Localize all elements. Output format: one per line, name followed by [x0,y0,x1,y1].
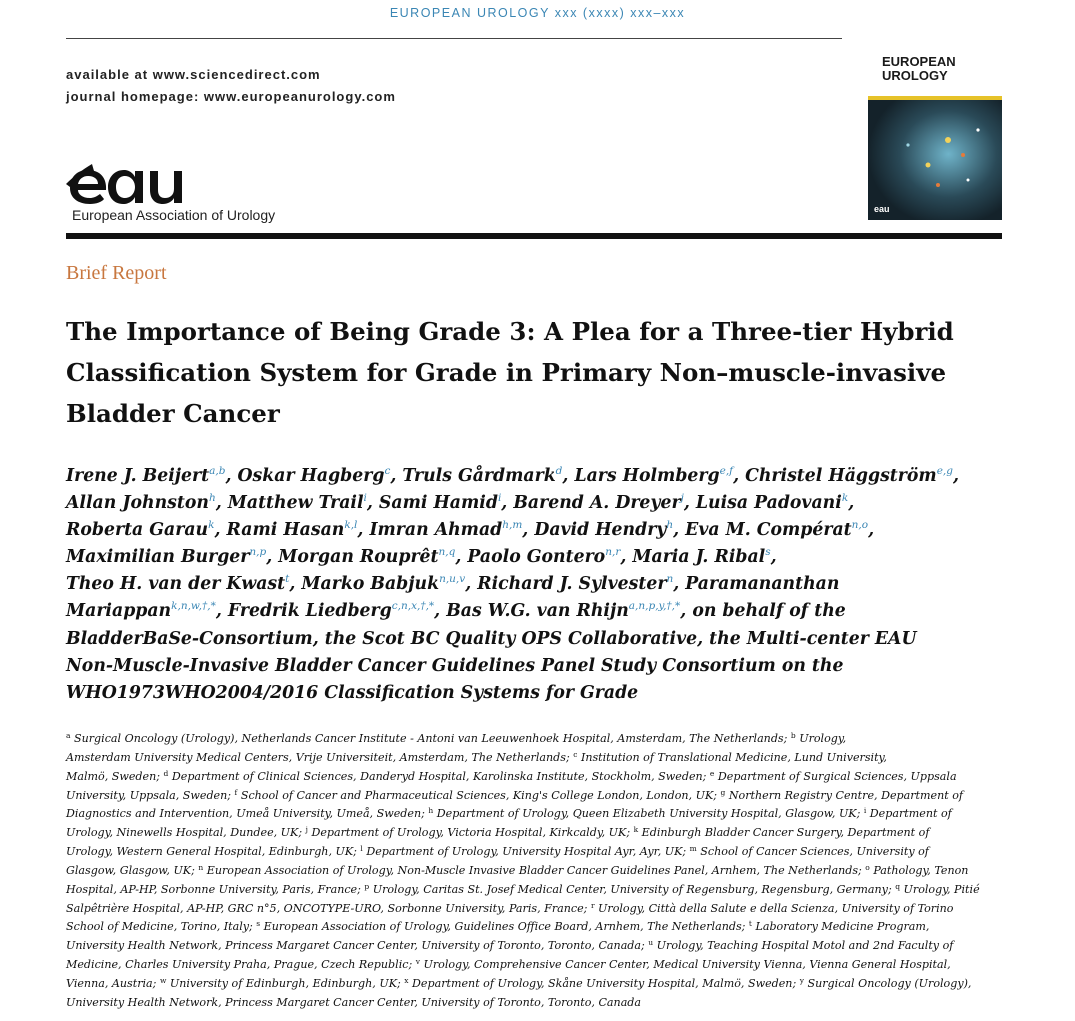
affiliation-line [66,730,1006,749]
author-name: , [848,493,855,514]
author-name: Theo H. van der Kwast [66,574,286,595]
affiliation-text: Urology, Western General Hospital, Edinburgh, UK; [66,845,361,859]
affiliation-marker[interactable]: d [163,768,169,778]
affiliation-line [66,749,1006,768]
affiliation-list [66,730,1006,1013]
affiliation-text: Department of [866,807,952,821]
affiliation-ref[interactable]: j [680,492,684,505]
affiliation-marker[interactable]: x [404,975,409,985]
author-line [66,571,1006,598]
author-line [66,653,1006,680]
affiliation-text: European Association of Urology, Non-Muscle Invasive Bladder Cancer Guidelines Panel, Arnhem, The Netherlands; [203,863,866,877]
author-name: , Eva M. Compérat [673,520,852,541]
author-line [66,463,1006,490]
affiliation-text: University, Uppsala, Sweden; [66,788,235,802]
affiliation-text: Hospital, AP-HP, Sorbonne University, Paris, France; [66,882,365,896]
affiliation-line [66,900,1006,919]
author-name: Allan Johnston [66,493,209,514]
author-name: , Marko Babjuk [289,574,440,595]
affiliation-text: Northern Registry Centre, Department of [725,788,963,802]
author-name: , Paolo Gontero [455,547,606,568]
affiliation-ref[interactable]: e,g [936,465,953,477]
affiliation-marker[interactable]: s [256,919,261,929]
affiliation-line [66,768,1006,787]
affiliation-ref[interactable]: c [384,465,391,477]
affiliation-text: Urology, Ninewells Hospital, Dundee, UK; [66,826,306,840]
author-name: , Rami Hasan [214,520,345,541]
affiliation-text: Glasgow, Glasgow, UK; [66,863,199,877]
author-name: Mariappan [66,601,172,622]
author-name: , Bas W.G. van Rhijn [434,601,629,622]
author-name: WHO1973WHO2004/2016 Classification Systems for Grade [66,682,639,703]
author-name: Non-Muscle-Invasive Bladder Cancer Guidelines Panel Study Consortium on the [66,655,844,676]
affiliation-marker[interactable]: a [66,731,71,740]
affiliation-text: University Health Network, Princess Margaret Cancer Center, University of Toronto, Toronto, Canada [66,995,642,1009]
journal-links [66,64,396,108]
affiliation-line [66,881,1006,900]
affiliation-text: Department of Urology, Queen Elizabeth University Hospital, Glasgow, UK; [433,807,864,821]
article-title: The Importance of Being Grade 3: A Plea for a Three-tier Hybrid Classification System for Grade in Primary Non–muscle-invasive Bladder Cancer [66,317,954,428]
journal-homepage-link[interactable]: journal homepage: www.europeanurology.com [66,89,396,104]
affiliation-ref[interactable]: n,u,v [439,573,466,586]
cover-image [868,100,1002,220]
affiliation-line [66,918,1006,937]
affiliation-text: School of Cancer Sciences, University of [696,845,929,859]
affiliation-marker[interactable]: r [590,900,595,910]
affiliation-text: School of Cancer and Pharmaceutical Sciences, King's College London, London, UK; [237,788,721,802]
affiliation-text: Salpêtrière Hospital, AP-HP, GRC n°5, ONCOTYPE-URO, Sorbonne University, Paris, France; [66,901,591,915]
affiliation-text: Urology, Pitié [900,882,980,896]
author-name: , Richard J. Sylvester [465,574,667,595]
affiliation-marker[interactable]: v [415,957,420,967]
affiliation-text: Institution of Translational Medicine, Lund University, [577,750,887,764]
author-name: Irene J. Beijert [66,466,210,486]
affiliation-ref[interactable]: h [208,492,216,505]
affiliation-text: University of Edinburgh, Edinburgh, UK; [166,976,405,990]
affiliation-ref[interactable]: n,q [438,546,456,559]
affiliation-marker[interactable]: i [863,806,867,816]
article-type: Brief Report [66,262,167,284]
affiliation-marker[interactable]: m [689,844,697,854]
cover-logo: eau [874,204,890,214]
author-name: , [952,466,960,486]
affiliation-marker[interactable]: q [895,881,901,891]
affiliation-line [66,843,1006,862]
affiliation-text: Department of Surgical Sciences, Uppsala [714,769,957,783]
affiliation-text: Amsterdam University Medical Centers, Vrije Universiteit, Amsterdam, The Netherlands; [66,750,574,764]
author-list [66,463,1006,707]
affiliation-text: European Association of Urology, Guidelines Office Board, Arnhem, The Netherlands; [260,920,749,934]
author-name: Maximilian Burger [66,547,250,568]
author-line [66,490,1006,517]
affiliation-ref[interactable]: a,n,p,y,†,* [628,600,681,613]
sciencedirect-link[interactable]: available at www.sciencedirect.com [66,67,321,82]
author-name: , Christel Häggström [733,466,937,486]
affiliation-text: Surgical Oncology (Urology), Netherlands Cancer Institute - Antoni van Leeuwenhoek Hospital, Amsterdam, The Netherlands; [70,732,791,745]
author-line [66,598,1006,625]
author-line [66,626,1006,653]
association-name: European Association of Urology [72,207,276,223]
affiliation-text: Surgical Oncology (Urology), [803,976,972,990]
affiliation-text: Department of Urology, Skåne University Hospital, Malmö, Sweden; [408,976,800,990]
cover-title: EUROPEAN UROLOGY [882,54,956,83]
affiliation-line [66,862,1006,881]
affiliation-ref[interactable]: k [208,519,215,532]
affiliation-marker[interactable]: p [364,881,370,891]
author-name: , Barend A. Dreyer [501,493,681,514]
affiliation-text: Department of Urology, University Hospital Ayr, Ayr, UK; [362,845,690,859]
affiliation-line [66,975,1006,994]
affiliation-ref[interactable]: n [666,573,674,586]
author-name: , [868,520,875,541]
affiliation-text: Pathology, Tenon [869,863,969,877]
affiliation-text: Medicine, Charles University Praha, Prague, Czech Republic; [66,958,416,972]
affiliation-marker[interactable]: f [234,787,238,797]
header-rule [66,233,1002,239]
journal-cover[interactable] [868,50,1002,220]
affiliation-marker[interactable]: n [198,862,204,872]
affiliation-ref[interactable]: e,f [719,465,734,477]
affiliation-line [66,787,1006,806]
author-name: , Lars Holmberg [562,466,720,486]
affiliation-text: University Health Network, Princess Margaret Cancer Center, University of Toronto, Toronto, Canada; [66,939,649,953]
affiliation-marker[interactable]: h [428,806,434,816]
affiliation-text: Vienna, Austria; [66,976,160,990]
affiliation-ref[interactable]: h,m [502,519,523,532]
affiliation-ref[interactable]: k [841,492,849,505]
affiliation-marker[interactable]: b [790,731,796,740]
affiliation-ref[interactable]: n,o [851,519,869,532]
affiliation-text: Laboratory Medicine Program, [751,920,930,934]
affiliation-text: Urology, Comprehensive Cancer Center, Medical University Vienna, Vienna General Hospital, [419,958,951,972]
affiliation-text: Urology, Caritas St. Josef Medical Center, University of Regensburg, Regensburg, Germany; [369,882,896,896]
affiliation-ref[interactable]: k,l [344,519,358,532]
author-line [66,680,1006,707]
affiliation-ref[interactable]: i [363,492,367,505]
affiliation-line [66,805,1006,824]
affiliation-ref[interactable]: s [765,546,771,559]
affiliation-marker[interactable]: u [648,938,654,948]
author-line [66,517,1006,544]
affiliation-marker[interactable]: e [709,768,715,778]
author-name: , Fredrik Liedberg [215,601,392,622]
running-head: EUROPEAN UROLOGY xxx (xxxx) xxx–xxx [389,6,686,20]
affiliation-marker[interactable]: w [159,975,167,985]
affiliation-text: Urology, [795,732,847,745]
author-name: Roberta Garau [66,520,209,541]
affiliation-marker[interactable]: j [305,825,308,835]
affiliation-text: Urology, Città della Salute e della Scienza, University of Torino [594,901,954,915]
author-name: , Matthew Trail [215,493,364,514]
affiliation-ref[interactable]: n,p [249,546,267,559]
affiliation-ref[interactable]: c,n,x,†,* [391,600,435,613]
affiliation-marker[interactable]: c [573,749,578,759]
affiliation-marker[interactable]: y [799,975,804,985]
affiliation-text: School of Medicine, Torino, Italy; [66,920,257,934]
affiliation-marker[interactable]: g [720,787,726,797]
author-line [66,544,1006,571]
affiliation-marker[interactable]: k [633,825,639,835]
affiliation-ref[interactable]: d [555,465,563,477]
author-name: , Paramananthan [673,574,840,595]
eau-logo-mark [66,164,182,204]
author-name: , David Hendry [522,520,667,541]
affiliation-ref[interactable]: h [666,519,674,532]
affiliation-ref[interactable]: a,b [209,465,226,477]
author-name: , Truls Gårdmark [390,466,556,486]
affiliation-ref[interactable]: i [497,492,502,505]
affiliation-line [66,824,1006,843]
affiliation-ref[interactable]: n,r [605,546,621,559]
affiliation-line [66,937,1006,956]
affiliation-marker[interactable]: l [360,844,363,854]
affiliation-line [66,994,1006,1013]
author-name: , Luisa Padovani [683,493,842,514]
author-name: , Morgan Rouprêt [266,547,439,568]
author-name: , on behalf of the [680,601,846,622]
affiliation-ref[interactable]: t [285,573,290,586]
top-rule [66,38,842,39]
affiliation-marker[interactable]: t [748,919,752,929]
author-name: , Sami Hamid [366,493,498,514]
author-name: BladderBaSe-Consortium, the Scot BC Quality OPS Collaborative, the Multi-center EAU [66,628,917,649]
author-name: , Imran Ahmad [357,520,503,541]
affiliation-text: Urology, Teaching Hospital Motol and 2nd Faculty of [653,939,954,953]
affiliation-text: Diagnostics and Intervention, Umeå University, Umeå, Sweden; [66,807,429,821]
author-name: , Maria J. Ribal [620,547,766,568]
affiliation-text: Department of Urology, Victoria Hospital, Kirkcaldy, UK; [307,826,634,840]
affiliation-text: Malmö, Sweden; [66,769,164,783]
affiliation-ref[interactable]: k,n,w,†,* [171,600,216,613]
affiliation-line [66,956,1006,975]
author-name: , Oskar Hagberg [225,466,385,486]
affiliation-text: Edinburgh Bladder Cancer Surgery, Department of [638,826,930,840]
affiliation-marker[interactable]: o [865,862,870,872]
author-name: , [770,547,777,568]
affiliation-text: Department of Clinical Sciences, Danderyd Hospital, Karolinska Institute, Stockholm, Sweden; [168,769,710,783]
